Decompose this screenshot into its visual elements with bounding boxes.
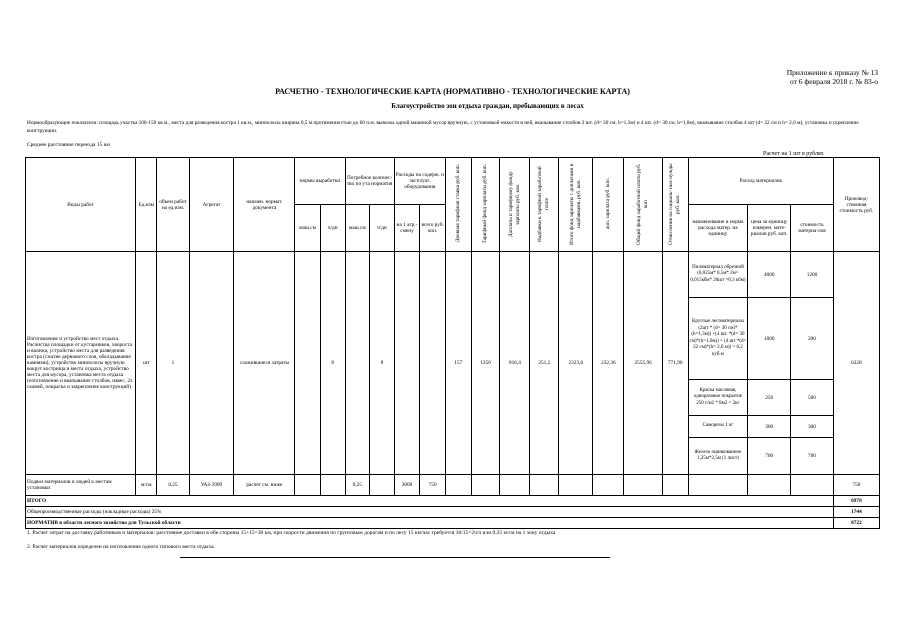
row1-v7: 2555,96 (624, 252, 662, 475)
header-per-unit: на 1 агр.- смену (394, 205, 420, 252)
header-norm-mash: маш.см (295, 205, 321, 252)
row1-v2: 1256 (471, 252, 500, 475)
header-need: Потребное количес- тво по ута норматив (345, 158, 394, 205)
row1-norm-ch: 8 (320, 252, 345, 475)
row1-norm-doc: сложившиеся затраты (234, 252, 295, 475)
table-row (26, 475, 880, 496)
row1-need-mash (345, 252, 370, 475)
summary-normative-value: 8722 (833, 518, 879, 529)
summary-total-value: 6978 (833, 496, 879, 507)
document-title: РАСЧЕТНО - ТЕХНОЛОГИЧЕСКИЕ КАРТА (НОРМАТИВНО - ТЕХНОЛОГИЧЕСКИЕ КАРТА) (275, 87, 630, 96)
appendix-line-2: от 6 февраля 2018 г. № 83-о (789, 77, 878, 86)
row2-work: Подвоз материалов и людей к местам установки (26, 475, 136, 496)
row1-v8: 771,90 (662, 252, 688, 475)
table-row (26, 252, 880, 298)
material-cost: 300 (791, 416, 834, 438)
summary-overhead-row (26, 507, 880, 518)
row2-unit: м/см (136, 475, 157, 496)
row2-need-mash: 0,25 (345, 475, 370, 496)
header-production-cost: Производ- ственная стоимость руб. (833, 158, 879, 252)
summary-total-label: ИТОГО (26, 496, 834, 507)
footnote-1: 1. Расчет затрат на доставку работников и материалов: расстояние доставки в обе стороны 15+15=30 км, при скорости движения по грунтовым дорогам и по лесу 15 км/час требуется 30/15=2ч/ч или 0,25 м/см на 1 зону отдыха (27, 530, 556, 536)
summary-total-row (26, 496, 880, 507)
footnote-2: 2. Расчет материалов определен на изготовление одного типового места отдыха. (27, 544, 215, 550)
bottom-divider (180, 557, 610, 558)
header-row-1 (26, 158, 880, 205)
material-name: Пиломатериал обрезной (0,025м* 0,5м* 2м= 0,015кбм* 20шт =0,3 кбм) (688, 252, 748, 298)
row2-norm-doc: расчет см. ниже (234, 475, 295, 496)
header-norms: нормы выработки (295, 158, 345, 205)
header-bonuses: Надбавки к тарифной заработной плате (530, 158, 559, 252)
row1-norm-mash (295, 252, 321, 475)
material-name: Краска масляная, одноразовое покрытие 250 г/м2 * 8м2 = 2кг (688, 380, 748, 416)
header-materials: Расход материалов (688, 158, 833, 205)
appendix-line-1: Приложение к приказу № 13 (786, 68, 878, 77)
row1-aggregate (189, 252, 234, 475)
header-surcharges: Доплаты к тарифному фонду зарплаты руб. коп. (500, 158, 530, 252)
material-price: 250 (748, 380, 791, 416)
normative-indicators: Нормообразующие показатели: площадь участка 100-150 кв.м., места для разведения костра 1 кв.м., минполосы ширина 0,5 м протяженностью до 60 п.м. вывозка одной машиной мусор вручную, с установкой емкости в ней, вкапывание столбов 2 шт. (d= 30 см, h=1,3м) и 4 шт. (d= 30 см, h=1,0м), вкапывание столбов 4 шт (d= 22 см и h= 2,6 м), установка и скрепление конструкции. (27, 120, 859, 134)
appendix-reference (787, 68, 878, 86)
document-subtitle: Благоустройство зон отдыха граждан, пребывающих в лесах (391, 102, 584, 110)
material-name: Круглые лесоматериалы (2шт * (d= 30 см)*(h=1,3м)) +(4 шт. *(d= 30 см)*(h=1,0м)) + (4 шт *(d= 22 см)*(h= 2,6 м)) = 0,2 куб.м (688, 298, 748, 380)
row1-need-ch: 8 (370, 252, 395, 475)
header-norm-ch: ч/дн (320, 205, 345, 252)
header-work-types: Виды работ (26, 158, 136, 252)
material-name: Железо оцинкованное 1,25м*2,5м (1 лист) (688, 438, 748, 475)
summary-overhead-value: 1744 (833, 507, 879, 518)
calculation-note: Расчет на 1 шт в рублях (763, 151, 824, 157)
row1-per-unit (394, 252, 420, 475)
row1-total: 6228 (833, 252, 879, 475)
header-volume: объем работ на ед.изм. (157, 158, 189, 252)
material-cost: 200 (791, 298, 834, 380)
row1-unit: шт (136, 252, 157, 475)
row2-aggregate: УАЗ-3909 (189, 475, 234, 496)
row1-v3: 816,4 (500, 252, 530, 475)
header-aggregate: Агрегат (189, 158, 234, 252)
header-general-wage-fund: Общий фонд заработной платы руб. коп (624, 158, 662, 252)
header-expenses: Расходы на содерж. и эксплуат. оборудования (394, 158, 445, 205)
row1-v1: 157 (445, 252, 471, 475)
material-price: 700 (748, 438, 791, 475)
row1-volume: 1 (157, 252, 189, 475)
material-cost: 500 (791, 380, 834, 416)
header-mat-name: наименование и норма расхода матер. на единицу (688, 205, 748, 252)
material-price: 4000 (748, 252, 791, 298)
header-daily-rate: Дневная тарифная ставка руб. коп. (445, 158, 471, 252)
row2-volume: 0,25 (157, 475, 189, 496)
row1-total-rub (420, 252, 446, 475)
summary-normative-label: НОРМАТИВ в области лесного хозяйства для Тульской области (26, 518, 834, 529)
row1-v5: 2323,6 (559, 252, 593, 475)
calculation-table (25, 157, 880, 529)
row1-v6: 232,36 (593, 252, 624, 475)
header-mat-price: цена за единицу измерен. мате- риалов руб. коп. (748, 205, 791, 252)
header-tariff-fund: Тарифный фонд зарплаты руб. коп. (471, 158, 500, 252)
material-cost: 700 (791, 438, 834, 475)
material-price: 1000 (748, 298, 791, 380)
row2-total-rub: 750 (420, 475, 446, 496)
header-add-salary: доп. зарплата руб. коп. (593, 158, 624, 252)
material-cost: 1200 (791, 252, 834, 298)
summary-overhead-label: Общепроизводственные расходы (накладные расходы) 25% (26, 507, 834, 518)
row1-v4: 251,2 (530, 252, 559, 475)
header-unit: Ед.изм (136, 158, 157, 252)
material-price: 300 (748, 416, 791, 438)
header-mat-cost: стоимость материа-лов (791, 205, 834, 252)
header-need-ch: ч/дн (370, 205, 395, 252)
row1-work: Изготовление и устройство мест отдыха. Расчистка площадки от кустарников, хвороста и валежа, устройство места для разведения костра (сжатие дернового слоя, обкладывание камнями), устройство минполосы вручную вокруг кострища и места отдыха, устройство места для мусора, установка места отдыха (изготовление и вкапывание столбов, навес, 2х скамей, покраска и закрепление конструкций) (26, 252, 136, 475)
row2-total: 750 (833, 475, 879, 496)
header-total-wage-fund: Итого фонд зарплаты с доплатами и надбавками, руб. коп. (559, 158, 593, 252)
header-social-contrib: Отчисления на социаль- ные нужды руб. коп. (662, 158, 688, 252)
header-norm-doc: наимен. нормат. документа (234, 158, 295, 252)
average-distance: Среднее расстояние переезда 15 км (27, 142, 110, 148)
material-name: Саморезы 1 кг (688, 416, 748, 438)
summary-normative-row (26, 518, 880, 529)
header-total-rub: всего руб. коп. (420, 205, 446, 252)
row2-per-unit: 3000 (394, 475, 420, 496)
header-need-mash: маш.см (345, 205, 370, 252)
